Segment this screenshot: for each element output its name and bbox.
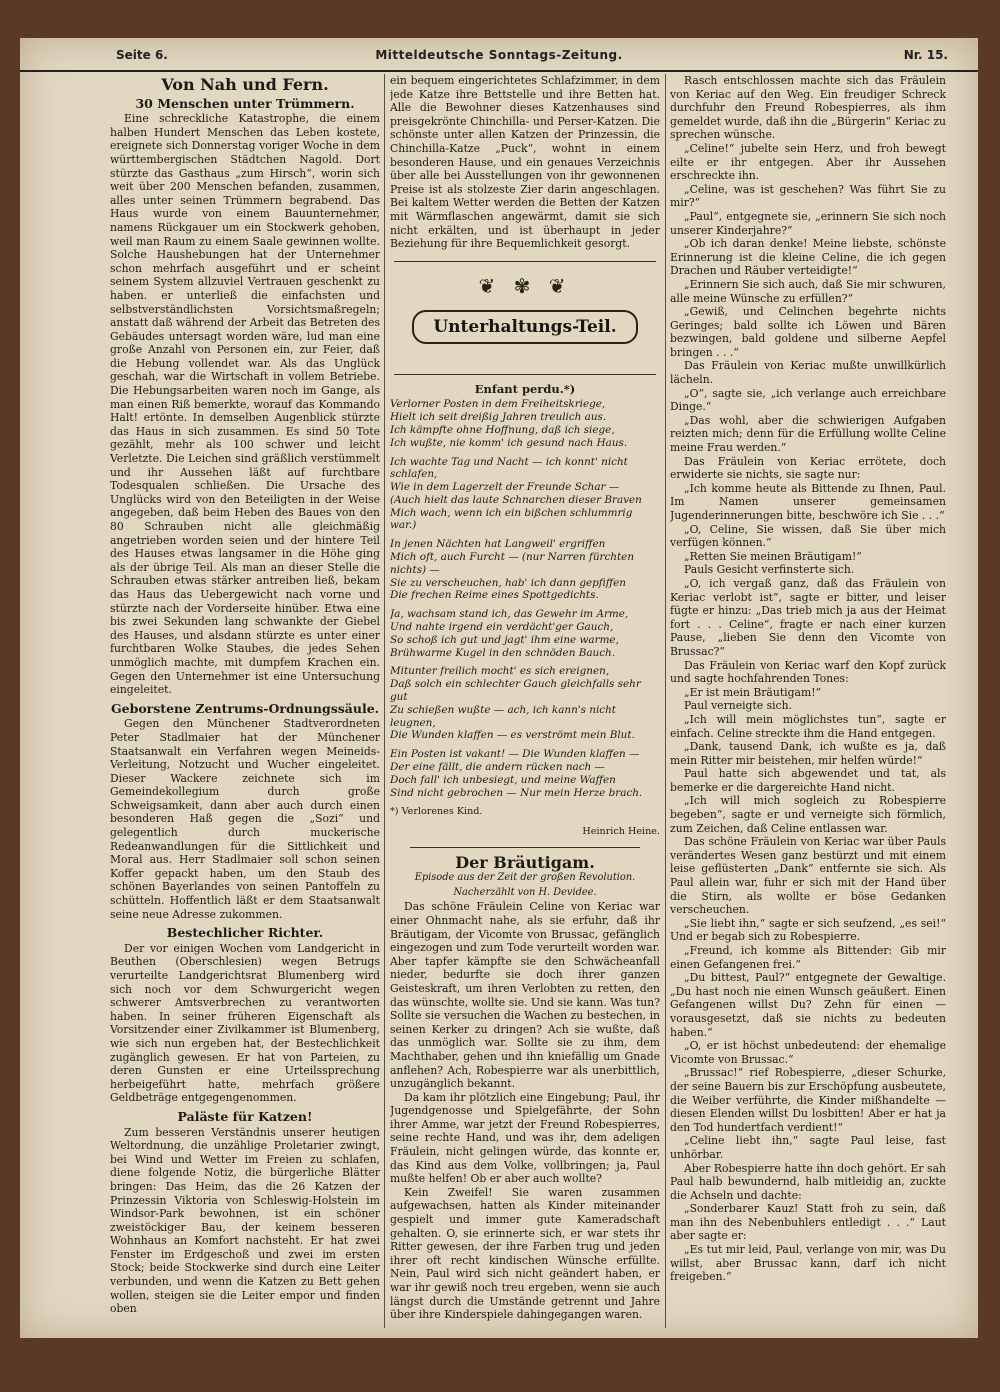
story-paragraph: „Das wohl, aber die schwierigen Aufgaben reizten mich; denn für die Erfüllung wollte Celine meine Frau werden.“ [670, 413, 946, 455]
poem-line: Brühwarme Kugel in den schnöden Bauch. [390, 646, 616, 659]
poem-line: So schoß ich gut und jagt' ihm eine warme, [390, 633, 619, 646]
story-paragraph: Rasch entschlossen machte sich das Fräulein von Keriac auf den Weg. Ein freudiger Schreck durchfuhr den Freund Robespierres, als ihm gemeldet wurde, daß ihn die „Bürgerin“ Keriac zu sprechen wünsche. [670, 74, 946, 142]
story-paragraph: „Ich komme heute als Bittende zu Ihnen, Paul. Im Namen unserer gemeinsamen Jugenderinnerungen bitte, beschwöre ich Sie . . .“ [670, 481, 946, 522]
poem-line: Der eine fällt, die andern rücken nach — [390, 761, 605, 774]
issue-number: Nr. 15. [903, 48, 948, 62]
story-text [670, 74, 946, 1284]
column-3 [670, 74, 946, 1328]
poem-title: Enfant perdu.*) [474, 381, 576, 396]
poem-line: Hielt ich seit dreißig Jahren treulich aus. [390, 411, 607, 424]
article-text: Gegen den Münchener Stadtverordneten Peter Stadlmaier hat der Münchener Staatsanwalt ein Verfahren wegen Meineids-Verleitung, Notzucht und Wucher eingeleitet. Dieser Wackere zeichnete sich im Gemeindekollegium durch große Schweigsamkeit, dann aber auch durch einen besonderen Haß gegen die „Sozi“ und gelegentlich durch muckerische Redeanwandlungen für die Sittlichkeit und Moral aus. Herr Stadlmaier soll schon seinen Koffer gepackt haben, um den Staub des schönen Bayerlandes von seinen Pantoffeln zu schütteln. Hoffentlich läßt er dem Staatsanwalt seine neue Adresse zukommen. [110, 717, 380, 921]
footnote: *) Verlorenes Kind. [390, 806, 483, 818]
article-text: Zum besseren Verständnis unserer heutigen Weltordnung, die unzählige Proletarier zwingt, bei Wind und Wetter im Freien zu schlafen, diene folgende Notiz, die bürgerliche Blätter bringen: Das Heim, das die 26 Katzen der Prinzessin Viktoria von Schleswig-Holstein im Windsor-Park bewohnen, ist ein schöner zweistöckiger Bau, der keinem besseren Wohnhaus an Komfort nachsteht. Er hat zwei Fenster im Erdgeschoß und zwei im ersten Stock; beide Stockwerke sind durch eine Leiter verbunden, und wenn die Katzen zu Bett gehen wollen, steigen sie die Leiter empor und finden oben [110, 1125, 380, 1316]
poem-line: In jenen Nächten hat Langweil' ergriffen [390, 538, 606, 551]
poem-line: Verlorner Posten in dem Freiheitskriege, [390, 398, 606, 411]
poem-author: Heinrich Heine. [582, 826, 660, 838]
poem-stanza [390, 398, 660, 449]
article-title: Paläste für Katzen! [177, 1108, 313, 1124]
story-paragraph: „Sie liebt ihn,“ sagte er sich seufzend, „es sei!“ Und er begab sich zu Robespierre. [670, 916, 946, 944]
poem-stanza [390, 665, 660, 742]
poem-stanza [390, 538, 660, 602]
story-paragraph: „Celine!“ jubelte sein Herz, und froh bewegt eilte er ihr entgegen. Aber ihr Aussehen erschreckte ihn. [670, 141, 946, 183]
poem-line: Mich wach, wenn ich ein bißchen schlummrig war.) [390, 506, 633, 532]
section-banner [394, 261, 656, 375]
story-paragraph: „O, ich vergaß ganz, daß das Fräulein von Keriac verlobt ist“, sagte er bitter, und leiser fügte er hinzu: „Das trieb mich ja aus der Heimat fort . . . Celine“, fragte er nach einer kurzen Pause, „lieben Sie denn den Vicomte von Brussac?“ [670, 576, 946, 658]
poem-line: Mitunter freilich mocht' es sich ereignen, [390, 665, 610, 678]
poem-stanza [390, 456, 660, 533]
story-paragraph: „Celine liebt ihn,“ sagte Paul leise, fast unhörbar. [670, 1134, 946, 1161]
poem-line: Die frechen Reime eines Spottgedichts. [390, 589, 599, 602]
story-paragraph: Kein Zweifel! Sie waren zusammen aufgewachsen, hatten als Kinder miteinander gespielt und immer gute Kameradschaft gehalten. O, sie erinnerte sich, er war stets ihr Ritter gewesen, der ihre Farben trug und jeden ihrer oft recht kindischen Wünsche erfüllte. Nein, Paul wird sich nicht geändert haben, er war ihr gewiß noch treu ergeben, wenn sie auch längst durch die Umstände getrennt und Jahre über ihre Kinderspiele dahingegangen waren. [390, 1185, 660, 1322]
story-paragraph: „Erinnern Sie sich auch, daß Sie mir schwuren, alle meine Wünsche zu erfüllen?“ [670, 277, 946, 305]
story-paragraph: „Gewiß, und Celinchen begehrte nichts Geringes; bald sollte ich Löwen und Bären bezwingen, bald goldene und silberne Aepfel bringen . . .“ [670, 305, 946, 359]
story-paragraph: Das Fräulein von Keriac errötete, doch erwiderte sie nichts, sie sagte nur: [670, 454, 946, 482]
story-paragraph: „O“, sagte sie, „ich verlange auch erreichbare Dinge.“ [670, 386, 946, 414]
poem-line: Daß solch ein schlechter Gauch gleichfalls sehr gut [390, 678, 641, 704]
article-title: Bestechlicher Richter. [166, 925, 324, 941]
newspaper-title: Mitteldeutsche Sonntags-Zeitung. [375, 48, 623, 62]
poem-line: Und nahte irgend ein verdächt'ger Gauch, [390, 621, 614, 634]
poem-line: Zu schießen wußte — ach, ich kann's nicht leugnen, [390, 703, 616, 729]
article-text: Der vor einigen Wochen vom Landgericht in Beuthen (Oberschlesien) wegen Betrugs verurteilte Landgerichtsrat Blumenberg wird sich noch vor dem Schwurgericht wegen schwerer Amtsverbrechen zu verantworten haben. In seiner früheren Eigenschaft als Vorsitzender einer Zivilkammer ist Blumenberg, wie sich nun ergeben hat, der Bestechlichkeit zugänglich gewesen. Er hat von Parteien, zu deren Gunsten er eine Urteilssprechung herbeigeführt hatte, mehrfach größere Geldbeträge entgegengenommen. [110, 941, 380, 1105]
story-paragraph: Paul verneigte sich. [684, 699, 793, 713]
story-paragraph: „Brussac!“ rief Robespierre, „dieser Schurke, der seine Bauern bis zur Erschöpfung ausbeutete, die Weiber verführte, die Kinder mißhandelte — diesen Elenden willst Du losbitten! Aber er hat ja den Tod hundertfach verdient!“ [670, 1066, 946, 1134]
page-header [20, 38, 978, 72]
article-title: Geborstene Zentrums-Ordnungssäule. [110, 700, 380, 716]
story-paragraph: „Ich will mich sogleich zu Robespierre begeben“, sagte er und verneigte sich förmlich, zum Zeichen, daß Celine entlassen war. [670, 794, 946, 835]
poem-line: Ich kämpfte ohne Hoffnung, daß ich siege, [390, 423, 615, 436]
story-paragraph: Das schöne Fräulein Celine von Keriac war einer Ohnmacht nahe, als sie erfuhr, daß ihr Bräutigam, der Vicomte von Brussac, gefänglich eingezogen und zum Tode verurteilt worden war. Aber tapfer kämpfte sie den Schwächeanfall nieder, bedurfte sie doch ihrer ganzen Geisteskraft, um ihren Verlobten zu retten, den das wünschte, wollte sie. Und sie kann. Was tun? Sollte sie versuchen die Wachen zu bestechen, in seinen Kerker zu dringen? Ach sie wußte, daß das unmöglich war. Sollte sie zu ihm, dem Machthaber, gehen und ihn kniefällig um Gnade anflehen? Ach, Robespierre war als unerbittlich, unzugänglich bekannt. [390, 900, 660, 1091]
poem-line: Sind nicht gebrochen — Nur mein Herze brach. [390, 786, 643, 799]
story-paragraph: Pauls Gesicht verfinsterte sich. [684, 563, 855, 577]
story-paragraph: Das Fräulein von Keriac warf den Kopf zurück und sagte hochfahrenden Tones: [670, 658, 946, 686]
poem-line: Sie zu verscheuchen, hab' ich dann gepfiffen [390, 576, 626, 589]
story-paragraph: Das Fräulein von Keriac mußte unwillkürlich lächeln. [670, 359, 946, 387]
story-paragraph: „Ob ich daran denke! Meine liebste, schönste Erinnerung ist die kleine Celine, die ich gegen Drachen und Räuber verteidigte!“ [670, 237, 946, 278]
newspaper-page [20, 38, 978, 1338]
column-rule [665, 74, 666, 1328]
section-title: Von Nah und Fern. [161, 75, 329, 94]
story-paragraph: „O, er ist höchst unbedeutend: der ehemalige Vicomte von Brussac.“ [670, 1039, 946, 1066]
story-paragraph: „Celine, was ist geschehen? Was führt Sie zu mir?“ [670, 182, 946, 210]
poem-line: Ich wachte Tag und Nacht — ich konnt' nicht schlafen, [390, 455, 628, 481]
story-paragraph: Paul hatte sich abgewendet und tat, als bemerke er die dargereichte Hand nicht. [670, 767, 946, 794]
poem-line: Doch fall' ich unbesiegt, und meine Waffen [390, 773, 616, 786]
story-byline: Nacherzählt von H. Devidee. [453, 886, 597, 898]
story-paragraph: „Sonderbarer Kauz! Statt froh zu sein, daß man ihn des Nebenbuhlers entledigt . . .“ Laut aber sagte er: [670, 1202, 946, 1243]
poem-line: (Auch hielt das laute Schnarchen dieser Braven [390, 493, 642, 506]
column-rule [384, 74, 385, 1328]
story-paragraph: „Du bittest, Paul?“ entgegnete der Gewaltige. „Du hast noch nie einen Wunsch geäußert. Einen Gefangenen willst Du? Zehn für einen — vorausgesetzt, daß sie nichts zu bedeuten haben.“ [670, 971, 946, 1039]
poem-line: Die Wunden klaffen — es verströmt mein Blut. [390, 729, 635, 742]
page-number: Seite 6. [116, 48, 168, 62]
story-paragraph: „Freund, ich komme als Bittender: Gib mir einen Gefangenen frei.“ [670, 944, 946, 971]
story-text [390, 900, 660, 1321]
banner-label: Unterhaltungs-Teil. [412, 310, 638, 344]
story-subtitle: Episode aus der Zeit der großen Revolution. [414, 872, 636, 884]
article-text: Eine schreckliche Katastrophe, die einem halben Hundert Menschen das Leben kostete, ereignete sich Donnerstag voriger Woche in dem württembergischen Städtchen Nagold. Dort stürzte das Gasthaus „zum Hirsch“, worin sich weit über 200 Menschen befanden, zusammen, alles unter seinen Trümmern begrabend. Das Haus wurde von einem Bauunternehmer, namens Rückgauer um ein Stockwerk gehoben, weil man Raum zu einem Saale gewinnen wollte. Solche Haushebungen hat der Unternehmer schon mehrfach ausgeführt und er scheint seinem System allzuviel Vertrauen geschenkt zu haben. er unterließ die einfachsten und selbstverständlichsten Vorsichtsmaßregeln; anstatt daß während der Arbeit das Betreten des Gebäudes untersagt worden wäre, lud man eine große Anzahl von Personen ein, zur Feier, daß die Hebung vollendet war. Als das Unglück geschah, war die Wirtschaft in vollem Betriebe. Die Hebungsarbeiten waren noch im Gange, als man einen Riß bemerkte, worauf das Kommando Halt! ertönte. In demselben Augenblick stürzte das Haus in sich zusammen. Es sind 50 Tote gezählt, mehr als 100 schwer und leicht Verletzte. Die Leichen sind gräßlich verstümmelt und ihr Aussehen läßt auf furchtbare Todesqualen schließen. Die Ursache des Unglücks wird von den Beteiligten in der Weise angegeben, daß beim Heben des Baues von den 80 Schrauben nicht alle gleichmäßig angetrieben worden seien und der hintere Teil des Hauses etwas langsamer in die Höhe ging als der übrige Teil. Als man an dieser Stelle die Schrauben etwas stärker antreiben ließ, bekam das Haus das Uebergewicht nach vorne und stürzte nach der Vorderseite hinüber. Etwa eine bis zwei Sekunden lang schwankte der Giebel des Hauses, und alsdann stürzte es unter einer furchtbaren Wolke Staubes, die jedes Sehen unmöglich machte, mit dumpfem Krachen ein. Gegen den Unternehmer ist eine Untersuchung eingeleitet. [110, 112, 380, 697]
story-title: Der Bräutigam. [455, 852, 595, 872]
story-paragraph: Das schöne Fräulein von Keriac war über Pauls verändertes Wesen ganz bestürzt und mit einem leise geflüsterten „Dank“ entfernte sie sich. Als Paul allein war, fuhr er sich mit der Hand über die Stirn, als wollte er böse Gedanken verscheuchen. [670, 835, 946, 917]
story-paragraph: Da kam ihr plötzlich eine Eingebung; Paul, ihr Jugendgenosse und Spielgefährte, der Sohn ihrer Amme, war jetzt der Freund Robespierres, seine rechte Hand, und was ihr, dem adeligen Fräulein, nicht gelingen würde, das konnte er, das Kind aus dem Volke, vollbringen; ja, Paul mußte helfen! Ob er aber auch wollte? [390, 1090, 660, 1186]
article-continuation: ein bequem eingerichtetes Schlafzimmer, in dem jede Katze ihre Bettstelle und ihre Betten hat. Alle die Bewohner dieses Katzenhauses sind preisgekrönte Chinchilla- und Perser-Katzen. Die schönste unter allen Katzen der Prinzessin, die Chinchilla-Katze „Puck“, wohnt in einem besonderen Hause, und ein genaues Verzeichnis über alle bei Ausstellungen von ihr gewonnenen Preise ist als stolzeste Zier darin angeschlagen. Bei kaltem Wetter werden die Betten der Katzen mit Wärmflaschen angewärmt, damit sie sich nicht erkälten, und ist überhaupt in jeder Beziehung für ihre Bequemlichkeit gesorgt. [390, 74, 660, 251]
poem-line: Mich oft, auch Furcht — (nur Narren fürchten nichts) — [390, 551, 635, 576]
poem [390, 398, 660, 799]
story-paragraph: „Paul“, entgegnete sie, „erinnern Sie sich noch unserer Kinderjahre?“ [670, 209, 946, 237]
poem-line: Ja, wachsam stand ich, das Gewehr im Arme, [390, 608, 629, 621]
story-paragraph: „Er ist mein Bräutigam!“ [684, 685, 822, 699]
ornament-icon: ❦ ✾ ❦ [478, 273, 572, 298]
story-paragraph: „O, Celine, Sie wissen, daß Sie über mich verfügen können.“ [670, 522, 946, 550]
column-1 [110, 74, 380, 1328]
article-title: 30 Menschen unter Trümmern. [135, 95, 355, 111]
story-paragraph: „Retten Sie meinen Bräutigam!“ [684, 549, 862, 563]
story-paragraph: „Ich will mein möglichstes tun“, sagte er einfach. Celine streckte ihm die Hand entgegen. [670, 712, 946, 740]
story-paragraph: Aber Robespierre hatte ihn doch gehört. Er sah Paul halb bewundernd, halb mitleidig an, zuckte die Achseln und dachte: [670, 1161, 946, 1202]
story-paragraph: „Es tut mir leid, Paul, verlange von mir, was Du willst, aber Brussac kann, darf ich nicht freigeben.“ [670, 1243, 946, 1284]
story-paragraph: „Dank, tausend Dank, ich wußte es ja, daß mein Ritter mir beistehen, mir helfen würde!“ [670, 740, 946, 767]
poem-line: Ich wußte, nie komm' ich gesund nach Haus. [390, 436, 628, 449]
poem-stanza [390, 748, 660, 799]
poem-line: Wie in dem Lagerzelt der Freunde Schar — [390, 481, 620, 494]
poem-stanza [390, 608, 660, 659]
divider [410, 847, 640, 848]
column-2 [390, 74, 660, 1328]
poem-line: Ein Posten ist vakant! — Die Wunden klaffen — [390, 748, 640, 761]
